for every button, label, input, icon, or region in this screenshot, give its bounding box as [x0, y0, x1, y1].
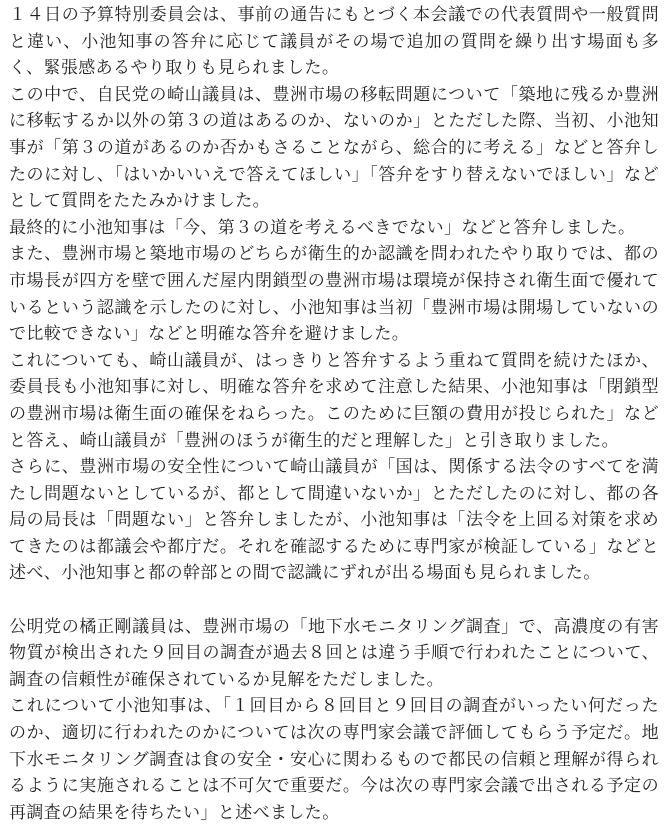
paragraph-safety-question: さらに、豊洲市場の安全性について崎山議員が「国は、関係する法令のすべてを満たし問題ないとしているが、都として間違いないか」とただしたのに対し、都の各局の局長は「問題ない」と答弁しましたが、小池知事は「法令を上回る対策を求めてきたのは都議会や都庁だ。それを確認するために専門家が検証している」などと述べ、小池知事と都の幹部との間で認識にずれが出る場面も見られました。	[9, 457, 659, 584]
paragraph-komeito-question: 公明党の橘正剛議員は、豊洲市場の「地下水モニタリング調査」で、高濃度の有害物質が検出された９回目の調査が過去８回とは違う手順で行われたことについて、調査の信頼性が確保されているか見解をただしました。	[9, 616, 659, 690]
paragraph-spacer	[9, 587, 659, 614]
paragraph-sakiyama-third-way: この中で、自民党の崎山議員は、豊洲市場の移転問題について「築地に残るか豊洲に移転するか以外の第３の道はあるのか、ないのか」とただした際、当初、小池知事が「第３の道があるのか否かもさることながら、総合的に考える」などと答弁したのに対し、「はいかいいえで答えてほしい」「答弁をすり替えないでほしい」などとして質問をたたみかけました。	[9, 84, 659, 212]
paragraph-final-answer: 最終的に小池知事は「今、第３の道を考えるべきでない」などと答弁しました。	[9, 217, 636, 238]
paragraph-hygiene-question: また、豊洲市場と築地市場のどちらが衛生的か認識を問われたやり取りでは、都の市場長が四方を壁で囲んだ屋内閉鎖型の豊洲市場は環境が保持され衛生面で優れているという認識を示したのに対し、小池知事は当初「豊洲市場は開場していないので比較できない」などと明確な答弁を避けました。	[9, 244, 659, 345]
paragraph-opening: １４日の予算特別委員会は、事前の通告にもとづく本会議での代表質問や一般質問と違い、小池知事の答弁に応じて議員がその場で追加の質問を繰り出す場面も多く、緊張感あるやり取りも見られました。	[9, 5, 659, 79]
paragraph-koike-response: これについて小池知事は、「１回目から８回目と９回目の調査がいったい何だったのか、適切に行われたのかについては次の専門家会議で評価してもらう予定だ。地下水モニタリング調査は食の安全・安心に関わるもので都民の信頼と理解が得られるように実施されることは不可欠で重要だ。今は次の専門家会議で出される予定の再調査の結果を待ちたい」と述べました。	[9, 696, 659, 823]
paragraph-hygiene-answer: これについても、崎山議員が、はっきりと答弁するよう重ねて質問を続けたほか、委員長も小池知事に対し、明確な答弁を求めて注意した結果、小池知事は「閉鎖型の豊洲市場は衛生面の確保をねらった。このために巨額の費用が投じられた」などと答え、崎山議員が「豊洲のほうが衛生的だと理解した」と引き取りました。	[9, 350, 659, 451]
